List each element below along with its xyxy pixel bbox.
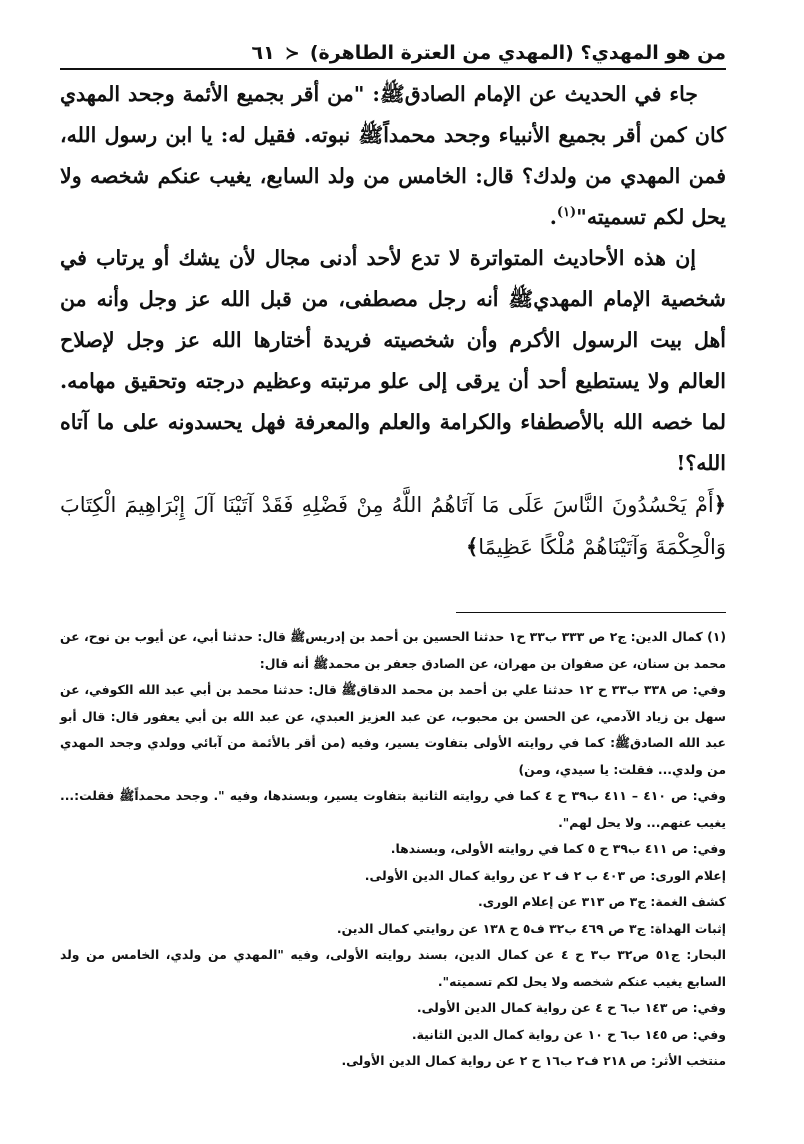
running-title: من هو المهدي؟ (المهدي من العترة الطاهرة): [309, 42, 726, 64]
main-text: [60, 74, 726, 568]
footnote-separator: [456, 612, 726, 613]
paragraph-1: جاء في الحديث عن الإمام الصادقﷺ: "من أقر بجميع الأئمة وجحد المهدي كان كمن أقر بجميع الأنبياء وجحد محمداًﷺ نبوته. فقيل له: يا ابن رسول الله، فمن المهدي من ولدك؟ قال: الخامس من ولد السابع، يغيب عنكم شخصه ولا يحل لكم تسميته"$^{(١)}$.: [60, 82, 726, 229]
page-number: ٦١: [251, 42, 275, 64]
footnote-line: وفي: ص ٤١٠ – ٤١١ ب٣٩ ح ٤ كما في روايته الثانية بتفاوت يسير، وبسندها، وفيه ". وجحد محمداًﷺ فقلت:... يغيب عنهم... ولا يحل لهم".: [60, 788, 726, 830]
paragraph-2: إن هذه الأحاديث المتواترة لا تدع لأحد أدنى مجال لأن يشك أو يرتاب في شخصية الإمام المهديﷺ أنه رجل مصطفى، من قبل الله عز وجل وأنه من أهل بيت الرسول الأكرم وأن شخصيته فريدة أختارها الله عز وجل لإصلاح العالم ولا يستطيع أحد أن يرقى إلى علو مرتبته وعظيم درجته وتحقيق مهامه. لما خصه الله بالأصطفاء والكرامة والعلم والمعرفة فهل يحسدونه على ما آتاه الله؟!: [60, 246, 726, 475]
footnote-line: كشف الغمة: ج٣ ص ٣١٣ عن إعلام الورى.: [477, 894, 726, 909]
footnote-line: البحار: ج٥١ ص٣٢ ب٣ ح ٤ عن كمال الدين، بسند روايته الأولى، وفيه "المهدي من ولدي، الخامس من ولد السابع يغيب عنكم شخصه ولا يحل لكم تسميته".: [60, 947, 727, 989]
footnote-line: (١) كمال الدين: ج٢ ص ٣٣٣ ب٣٣ ح١ حدثنا الحسين بن أحمد بن إدريسﷺ قال: حدثنا أبي، عن أيوب بن نوح، عن محمد بن سنان، عن صفوان بن مهران، عن الصادق جعفر بن محمدﷺ أنه قال:: [60, 629, 727, 671]
footnote-line: وفي: ص ٤١١ ب٣٩ ح ٥ كما في روايته الأولى، وبسندها.: [390, 841, 726, 856]
footnotes: [60, 624, 726, 1075]
footnote-line: إعلام الورى: ص ٤٠٣ ب ٢ ف ٢ عن رواية كمال الدين الأولى.: [364, 867, 726, 883]
quran-close-bracket: ﴾: [465, 534, 479, 559]
footnote-reference: (١): [556, 205, 577, 221]
quran-open-bracket: ﴿: [713, 492, 726, 517]
footnote-line: وفي: ص ١٤٣ ب٦ ح ٤ عن رواية كمال الدين الأولى.: [416, 1000, 726, 1015]
quran-verse: [60, 484, 726, 568]
footnote-line: منتخب الأثر: ص ٢١٨ ف٢ ب١٦ ح ٢ عن رواية كمال الدين الأولى.: [341, 1053, 726, 1068]
footnote-line: وفي: ص ٣٣٨ ب٣٣ ح ١٢ حدثنا علي بن أحمد بن محمد الدقاقﷺ قال: حدثنا محمد بن أبي عبد الله الكوفي، عن سهل بن زياد الآدمي، عن الحسن بن محبوب، عن عبد العزيز العبدي، عن عبد الله بن أبي يعفور قال: قال أبو عبد الله الصادقﷺ: كما في روايته الأولى بتفاوت يسير، وفيه (من أقر بالأئمة من آبائي وولدي وجحد المهدي من ولدي... فقلت: يا سيدي، ومن): [60, 682, 727, 777]
quran-verse-text: أَمْ يَحْسُدُونَ النَّاسَ عَلَى مَا آتَاهُمُ اللَّهُ مِنْ فَضْلِهِ فَقَدْ آتَيْنَا آلَ إِبْرَاهِيمَ الْكِتَابَ وَالْحِكْمَةَ وَآتَيْنَاهُمْ مُلْكًا عَظِيمًا: [60, 493, 726, 559]
footnote-line: وفي: ص ١٤٥ ب٦ ح ١٠ عن رواية كمال الدين الثانية.: [411, 1026, 726, 1042]
paragraph-1-text: جاء في الحديث عن الإمام الصادقﷺ: "من أقر بجميع الأئمة وجحد المهدي كان كمن أقر بجميع الأنبياء وجحد محمداًﷺ نبوته. فقيل له: يا ابن رسول الله، فمن المهدي من ولدك؟ قال: الخامس من ولد السابع، يغيب عنكم شخصه ولا يحل لكم تسميته": [60, 82, 726, 229]
page-header: [60, 28, 726, 70]
header-ornament: ≺: [284, 43, 300, 64]
footnote-line: إثبات الهداة: ج٣ ص ٤٦٩ ب٣٢ ف٥ ح ١٣٨ عن روايتي كمال الدين.: [336, 920, 726, 936]
